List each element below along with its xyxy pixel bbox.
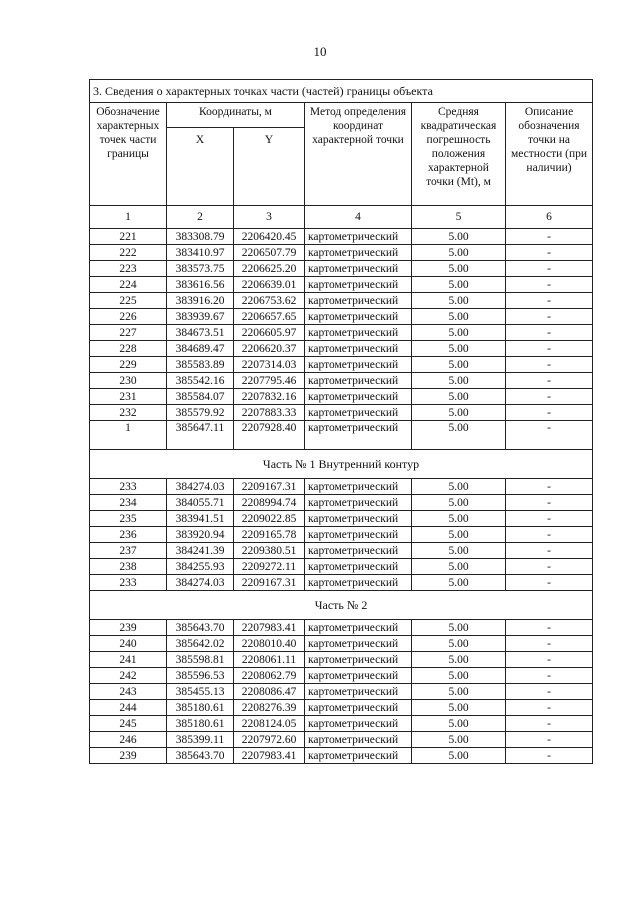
error-cell: 5.00 (412, 700, 506, 716)
table-row (90, 389, 593, 405)
header-error: Средняя квадратическая погрешность положения характерной точки (Mt), м (412, 103, 506, 206)
header-coordinates: Координаты, м (167, 103, 305, 128)
error-cell: 5.00 (412, 636, 506, 652)
table-row (90, 716, 593, 732)
error-cell: 5.00 (412, 357, 506, 373)
error-cell: 5.00 (412, 575, 506, 591)
method-cell: картометрический (305, 309, 412, 325)
y-cell: 2208124.05 (234, 716, 305, 732)
column-number: 6 (506, 206, 593, 229)
description-cell: - (506, 245, 593, 261)
header-row (90, 103, 593, 128)
description-cell: - (506, 732, 593, 748)
description-cell: - (506, 373, 593, 389)
y-cell: 2209022.85 (234, 511, 305, 527)
y-cell: 2207983.41 (234, 748, 305, 764)
x-cell: 384241.39 (167, 543, 234, 559)
error-cell: 5.00 (412, 261, 506, 277)
points-table (89, 79, 593, 764)
table-row (90, 684, 593, 700)
description-cell: - (506, 668, 593, 684)
y-cell: 2207983.41 (234, 620, 305, 636)
description-cell: - (506, 684, 593, 700)
x-cell: 385180.61 (167, 700, 234, 716)
description-cell: - (506, 636, 593, 652)
method-cell: картометрический (305, 700, 412, 716)
y-cell: 2208994.74 (234, 495, 305, 511)
method-cell: картометрический (305, 293, 412, 309)
x-cell: 385180.61 (167, 716, 234, 732)
point-id-cell: 240 (90, 636, 167, 652)
y-cell: 2208062.79 (234, 668, 305, 684)
method-cell: картометрический (305, 479, 412, 495)
error-cell: 5.00 (412, 405, 506, 421)
table-row (90, 732, 593, 748)
method-cell: картометрический (305, 716, 412, 732)
point-id-cell: 230 (90, 373, 167, 389)
x-cell: 383308.79 (167, 229, 234, 245)
y-cell: 2206507.79 (234, 245, 305, 261)
description-cell: - (506, 527, 593, 543)
method-cell: картометрический (305, 652, 412, 668)
column-number: 1 (90, 206, 167, 229)
table-row (90, 636, 593, 652)
error-cell: 5.00 (412, 277, 506, 293)
table-row (90, 495, 593, 511)
header-y: Y (234, 128, 305, 206)
section-row (90, 450, 593, 479)
error-cell: 5.00 (412, 229, 506, 245)
header-method: Метод определения координат характерной точки (305, 103, 412, 206)
error-cell: 5.00 (412, 527, 506, 543)
x-cell: 385455.13 (167, 684, 234, 700)
x-cell: 384673.51 (167, 325, 234, 341)
x-cell: 384274.03 (167, 575, 234, 591)
description-cell: - (506, 511, 593, 527)
point-id-cell: 235 (90, 511, 167, 527)
point-id-cell: 221 (90, 229, 167, 245)
error-cell: 5.00 (412, 620, 506, 636)
description-cell: - (506, 479, 593, 495)
method-cell: картометрический (305, 511, 412, 527)
y-cell: 2209165.78 (234, 527, 305, 543)
error-cell: 5.00 (412, 559, 506, 575)
point-id-cell: 231 (90, 389, 167, 405)
table-row (90, 479, 593, 495)
y-cell: 2209380.51 (234, 543, 305, 559)
x-cell: 385542.16 (167, 373, 234, 389)
method-cell: картометрический (305, 405, 412, 421)
point-id-cell: 243 (90, 684, 167, 700)
table-row (90, 293, 593, 309)
point-id-cell: 246 (90, 732, 167, 748)
point-id-cell: 239 (90, 620, 167, 636)
column-number: 5 (412, 206, 506, 229)
description-cell: - (506, 421, 593, 450)
description-cell: - (506, 293, 593, 309)
section-label: Часть № 2 (90, 591, 593, 620)
method-cell: картометрический (305, 668, 412, 684)
table-row (90, 373, 593, 389)
error-cell: 5.00 (412, 748, 506, 764)
table-row (90, 309, 593, 325)
method-cell: картометрический (305, 527, 412, 543)
point-id-cell: 239 (90, 748, 167, 764)
method-cell: картометрический (305, 748, 412, 764)
method-cell: картометрический (305, 277, 412, 293)
description-cell: - (506, 652, 593, 668)
error-cell: 5.00 (412, 732, 506, 748)
table-title: 3. Сведения о характерных точках части (частей) границы объекта (90, 80, 593, 103)
x-cell: 385584.07 (167, 389, 234, 405)
y-cell: 2209272.11 (234, 559, 305, 575)
error-cell: 5.00 (412, 421, 506, 450)
point-id-cell: 238 (90, 559, 167, 575)
y-cell: 2206420.45 (234, 229, 305, 245)
point-id-cell: 223 (90, 261, 167, 277)
description-cell: - (506, 543, 593, 559)
error-cell: 5.00 (412, 652, 506, 668)
x-cell: 384055.71 (167, 495, 234, 511)
x-cell: 385643.70 (167, 620, 234, 636)
error-cell: 5.00 (412, 716, 506, 732)
table-title-row (90, 80, 593, 103)
y-cell: 2207314.03 (234, 357, 305, 373)
y-cell: 2209167.31 (234, 575, 305, 591)
y-cell: 2206753.62 (234, 293, 305, 309)
point-id-cell: 245 (90, 716, 167, 732)
x-cell: 385579.92 (167, 405, 234, 421)
error-cell: 5.00 (412, 389, 506, 405)
y-cell: 2206620.37 (234, 341, 305, 357)
table-row (90, 405, 593, 421)
x-cell: 385643.70 (167, 748, 234, 764)
x-cell: 383939.67 (167, 309, 234, 325)
error-cell: 5.00 (412, 373, 506, 389)
table-row (90, 421, 593, 450)
x-cell: 384255.93 (167, 559, 234, 575)
method-cell: картометрический (305, 421, 412, 450)
table-row (90, 245, 593, 261)
y-cell: 2206639.01 (234, 277, 305, 293)
y-cell: 2207883.33 (234, 405, 305, 421)
point-id-cell: 242 (90, 668, 167, 684)
description-cell: - (506, 405, 593, 421)
y-cell: 2206657.65 (234, 309, 305, 325)
description-cell: - (506, 357, 593, 373)
table-row (90, 261, 593, 277)
x-cell: 383616.56 (167, 277, 234, 293)
x-cell: 385399.11 (167, 732, 234, 748)
y-cell: 2208061.11 (234, 652, 305, 668)
error-cell: 5.00 (412, 309, 506, 325)
method-cell: картометрический (305, 325, 412, 341)
column-number: 4 (305, 206, 412, 229)
x-cell: 383410.97 (167, 245, 234, 261)
y-cell: 2208086.47 (234, 684, 305, 700)
column-number: 2 (167, 206, 234, 229)
y-cell: 2207795.46 (234, 373, 305, 389)
method-cell: картометрический (305, 373, 412, 389)
y-cell: 2209167.31 (234, 479, 305, 495)
point-id-cell: 225 (90, 293, 167, 309)
x-cell: 385583.89 (167, 357, 234, 373)
header-point-designation: Обозначение характерных точек части границы (90, 103, 167, 206)
point-id-cell: 237 (90, 543, 167, 559)
description-cell: - (506, 325, 593, 341)
description-cell: - (506, 700, 593, 716)
point-id-cell: 244 (90, 700, 167, 716)
point-id-cell: 233 (90, 575, 167, 591)
point-id-cell: 236 (90, 527, 167, 543)
description-cell: - (506, 716, 593, 732)
description-cell: - (506, 559, 593, 575)
method-cell: картометрический (305, 389, 412, 405)
error-cell: 5.00 (412, 245, 506, 261)
page-number: 10 (313, 44, 327, 59)
x-cell: 385647.11 (167, 421, 234, 450)
y-cell: 2208276.39 (234, 700, 305, 716)
point-id-cell: 224 (90, 277, 167, 293)
method-cell: картометрический (305, 575, 412, 591)
point-id-cell: 241 (90, 652, 167, 668)
x-cell: 383573.75 (167, 261, 234, 277)
method-cell: картометрический (305, 732, 412, 748)
x-cell: 384689.47 (167, 341, 234, 357)
error-cell: 5.00 (412, 511, 506, 527)
section-label: Часть № 1 Внутренний контур (90, 450, 593, 479)
table-row (90, 277, 593, 293)
x-cell: 383941.51 (167, 511, 234, 527)
method-cell: картометрический (305, 620, 412, 636)
error-cell: 5.00 (412, 495, 506, 511)
description-cell: - (506, 277, 593, 293)
error-cell: 5.00 (412, 668, 506, 684)
error-cell: 5.00 (412, 341, 506, 357)
table-row (90, 559, 593, 575)
x-cell: 384274.03 (167, 479, 234, 495)
description-cell: - (506, 341, 593, 357)
table-row (90, 652, 593, 668)
description-cell: - (506, 748, 593, 764)
method-cell: картометрический (305, 357, 412, 373)
error-cell: 5.00 (412, 293, 506, 309)
method-cell: картометрический (305, 543, 412, 559)
point-id-cell: 226 (90, 309, 167, 325)
y-cell: 2207832.16 (234, 389, 305, 405)
y-cell: 2208010.40 (234, 636, 305, 652)
table-row (90, 325, 593, 341)
column-numbers-row (90, 206, 593, 229)
method-cell: картометрический (305, 684, 412, 700)
table-row (90, 620, 593, 636)
description-cell: - (506, 309, 593, 325)
point-id-cell: 232 (90, 405, 167, 421)
table-row (90, 700, 593, 716)
table-row (90, 575, 593, 591)
table-body (90, 80, 593, 764)
table-row (90, 748, 593, 764)
description-cell: - (506, 575, 593, 591)
method-cell: картометрический (305, 261, 412, 277)
y-cell: 2206625.20 (234, 261, 305, 277)
point-id-cell: 228 (90, 341, 167, 357)
method-cell: картометрический (305, 341, 412, 357)
point-id-cell: 234 (90, 495, 167, 511)
section-row (90, 591, 593, 620)
y-cell: 2206605.97 (234, 325, 305, 341)
table-row (90, 511, 593, 527)
point-id-cell: 233 (90, 479, 167, 495)
table-row (90, 543, 593, 559)
method-cell: картометрический (305, 229, 412, 245)
description-cell: - (506, 620, 593, 636)
method-cell: картометрический (305, 495, 412, 511)
column-number: 3 (234, 206, 305, 229)
error-cell: 5.00 (412, 479, 506, 495)
method-cell: картометрический (305, 636, 412, 652)
table-row (90, 668, 593, 684)
x-cell: 385596.53 (167, 668, 234, 684)
y-cell: 2207972.60 (234, 732, 305, 748)
x-cell: 385642.02 (167, 636, 234, 652)
point-id-cell: 227 (90, 325, 167, 341)
x-cell: 383920.94 (167, 527, 234, 543)
header-x: X (167, 128, 234, 206)
x-cell: 385598.81 (167, 652, 234, 668)
error-cell: 5.00 (412, 325, 506, 341)
table-row (90, 229, 593, 245)
table-row (90, 527, 593, 543)
y-cell: 2207928.40 (234, 421, 305, 450)
error-cell: 5.00 (412, 543, 506, 559)
point-id-cell: 229 (90, 357, 167, 373)
description-cell: - (506, 495, 593, 511)
description-cell: - (506, 229, 593, 245)
error-cell: 5.00 (412, 684, 506, 700)
header-description: Описание обозначения точки на местности (при наличии) (506, 103, 593, 206)
point-id-cell: 222 (90, 245, 167, 261)
table-row (90, 341, 593, 357)
description-cell: - (506, 389, 593, 405)
point-id-cell: 1 (90, 421, 167, 450)
method-cell: картометрический (305, 245, 412, 261)
x-cell: 383916.20 (167, 293, 234, 309)
table-row (90, 357, 593, 373)
method-cell: картометрический (305, 559, 412, 575)
description-cell: - (506, 261, 593, 277)
